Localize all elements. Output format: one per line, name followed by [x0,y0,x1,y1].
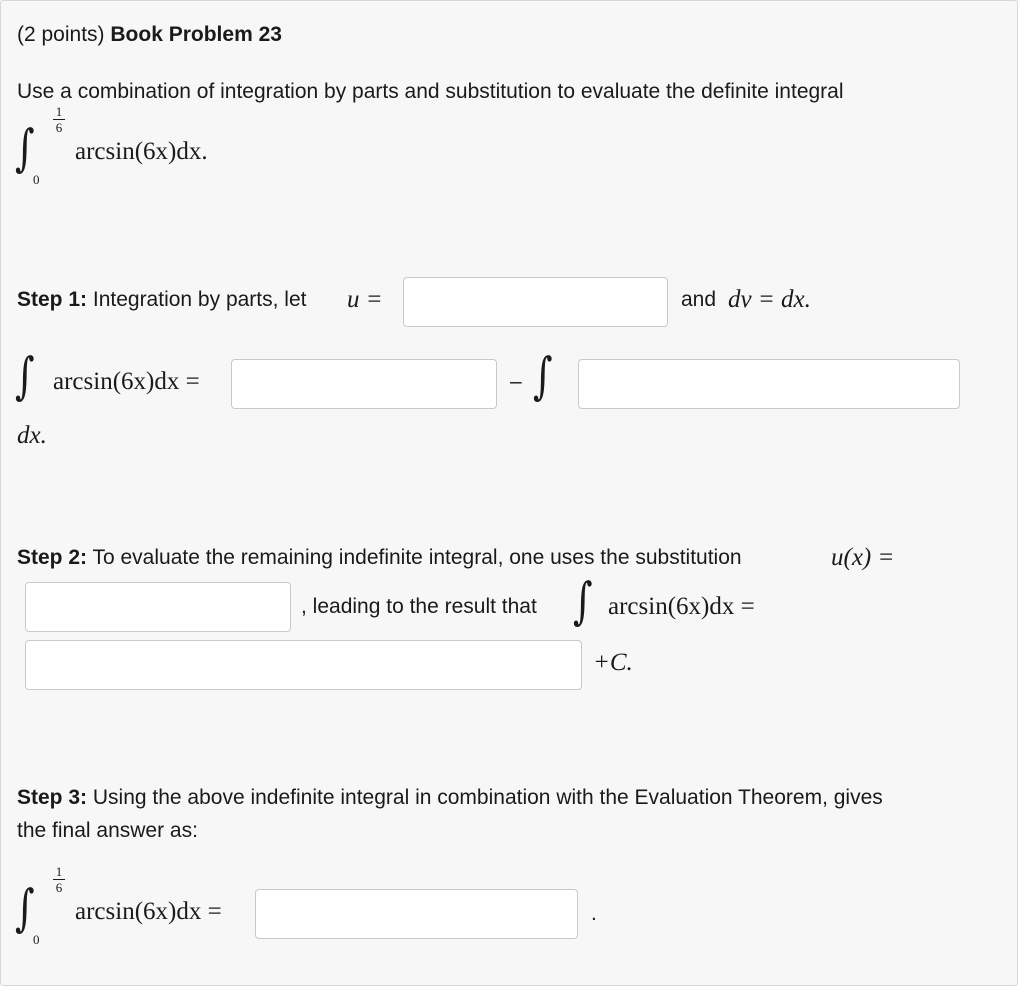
step1-minus: – [510,370,522,393]
problem-title: Book Problem 23 [110,23,282,46]
step1-vdu-input[interactable] [578,359,960,409]
step1-u-input[interactable] [403,277,668,327]
step1-line [17,287,306,313]
step2-plus-c: +C. [593,649,633,676]
step3-text: Using the above indefinite integral in combination with the Evaluation Theorem, gives [92,786,883,809]
step3-period: . [591,902,597,925]
upper-limit-fraction [53,105,65,134]
step1-dv-equals: dv = dx. [728,286,811,313]
problem-header [17,22,282,48]
step3-upper-limit-numerator: 1 [55,864,63,879]
lower-limit: 0 [33,172,40,187]
step1-uv-input[interactable] [231,359,497,409]
step2-u-of-x: u(x) = [831,544,895,571]
upper-limit-numerator: 1 [55,104,63,119]
step3-upper-limit-fraction [53,865,65,894]
step3-answer-input[interactable] [255,889,578,939]
upper-limit-denominator: 6 [55,120,63,135]
step1-and-text: and [681,288,717,311]
step1-integral-sign-icon: ∫ [15,347,35,405]
step3-line1 [17,785,883,811]
step2-text: To evaluate the remaining indefinite integral, one uses the substitution [92,546,742,569]
step3-line2: the final answer as: [17,819,198,842]
step2-leading-text: , leading to the result that [301,595,537,618]
step2-integral-sign-icon: ∫ [573,572,593,630]
step3-upper-limit-denominator: 6 [55,880,63,895]
step1-trailing-dx: dx. [17,422,47,449]
problem-prompt: Use a combination of integration by parts and substitution to evaluate the definite integral [17,80,844,103]
step1-second-integral-icon: ∫ [533,347,553,405]
step1-u-equals: u = [347,286,383,313]
step3-lower-limit: 0 [33,932,40,947]
step1-text: Integration by parts, let [92,288,307,311]
step3-integral-sign-icon: ∫ [15,879,35,937]
integral-sign-icon: ∫ [15,119,35,177]
step2-line [17,545,742,571]
prompt-integrand: arcsin(6x)dx. [75,138,208,165]
step3-label: Step 3: [17,786,88,809]
step1-lhs: arcsin(6x)dx = [53,368,200,395]
step3-integral-expr: arcsin(6x)dx = [75,898,222,925]
points-label: (2 points) [17,23,105,46]
step2-result-input[interactable] [25,640,582,690]
step2-substitution-input[interactable] [25,582,291,632]
step2-label: Step 2: [17,546,88,569]
step1-label: Step 1: [17,288,88,311]
step2-integral-expr: arcsin(6x)dx = [608,593,755,620]
